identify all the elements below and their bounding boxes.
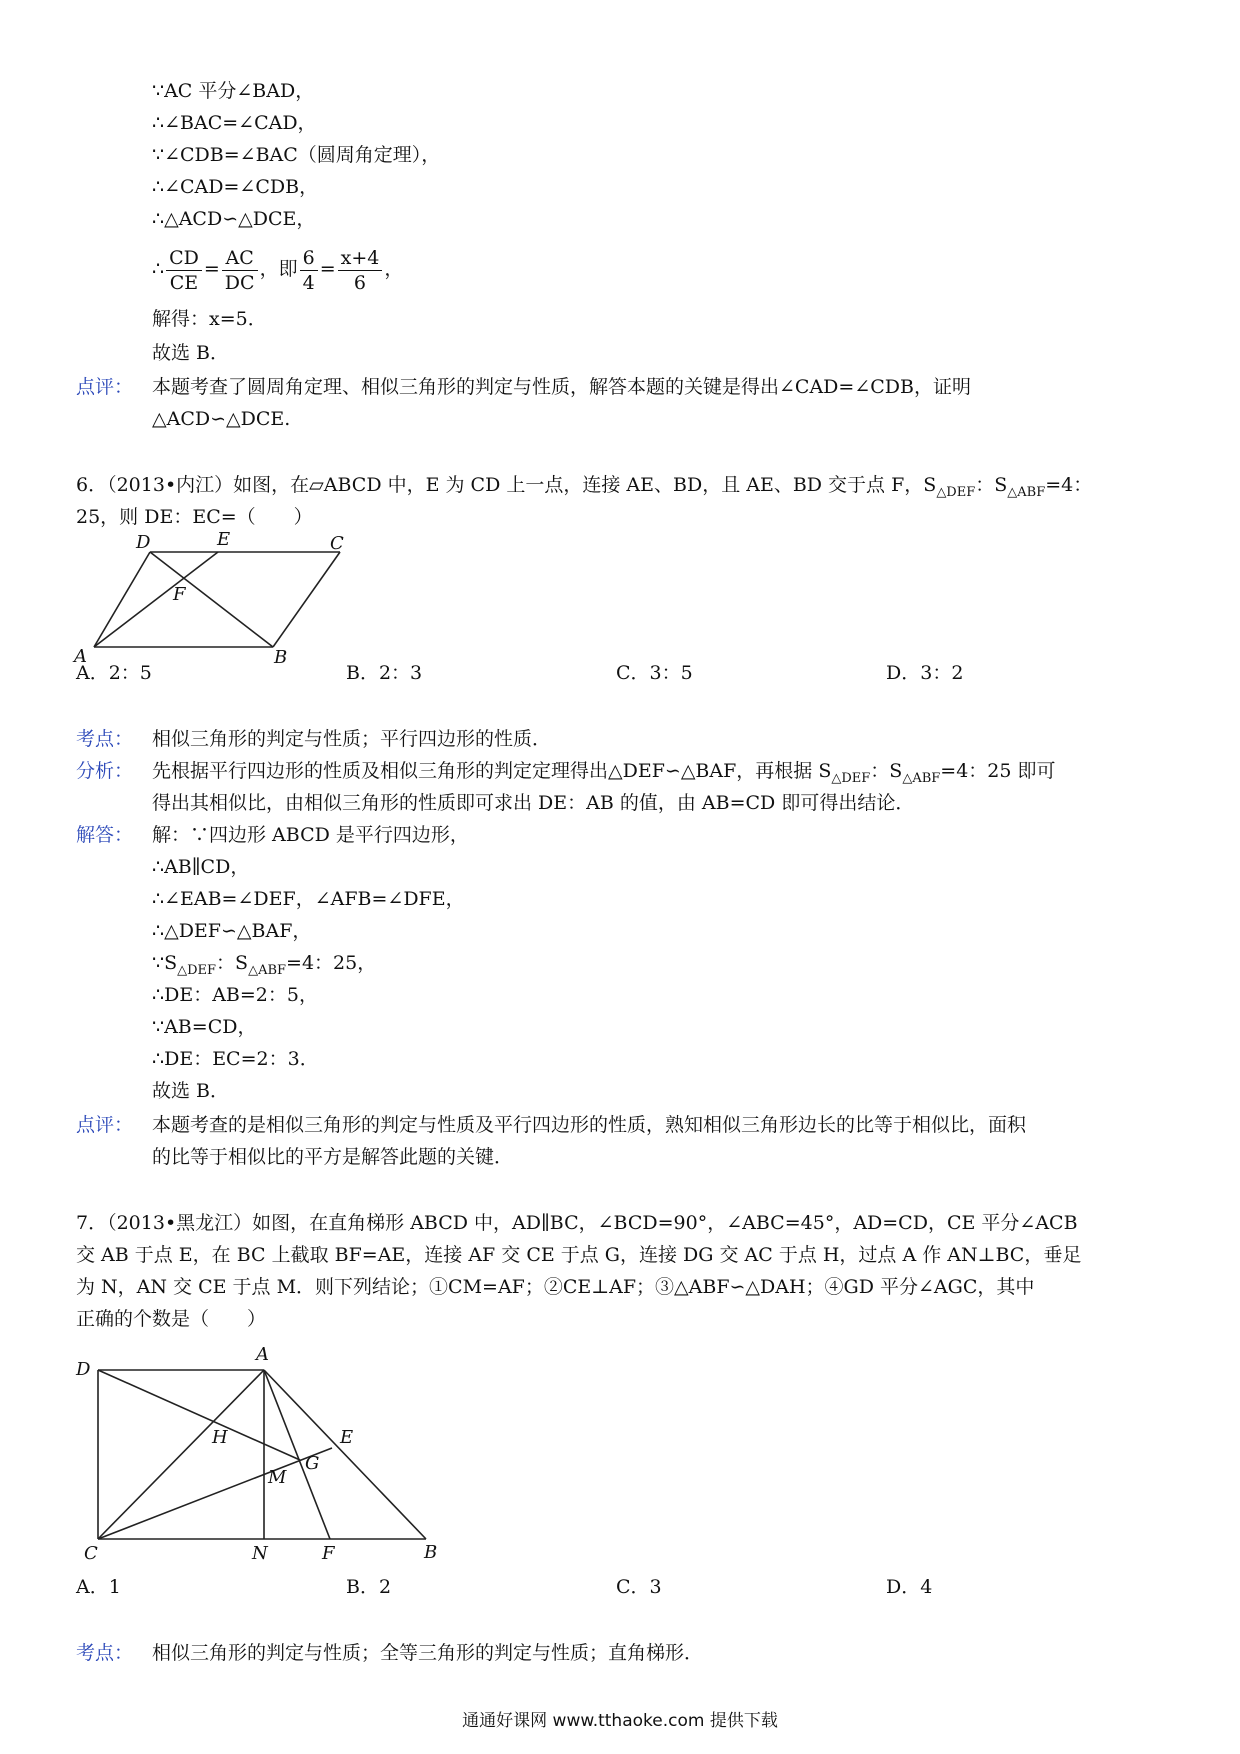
point-label-A: A	[74, 646, 87, 665]
comment-label: 点评：	[76, 376, 134, 398]
jieda-line: ∴DE：AB=2：5，	[152, 984, 318, 1006]
point-label-N: N	[252, 1543, 268, 1564]
q7-stem: 为 N，AN 交 CE 于点 M．则下列结论；①CM=AF；②CE⊥AF；③△ABF∽△DAH；④GD 平分∠AGC，其中	[76, 1276, 1035, 1298]
q6-option-a: A．2：5	[76, 662, 152, 684]
solution-line: ∴△ACD∽△DCE，	[152, 208, 316, 230]
q6-stem: 6．（2013•内江）如图，在▱ABCD 中，E 为 CD 上一点，连接 AE、BD，且 AE、BD 交于点 F，$S_{\triangle DEF}$：$S_{\triangle ABF}=4$：	[76, 474, 1093, 500]
point-label-E: E	[217, 530, 231, 550]
q7-stem: 交 AB 于点 E，在 BC 上截取 BF=AE，连接 AF 交 CE 于点 G，连接 DG 交 AC 于点 H，过点 A 作 AN⊥BC，垂足	[76, 1244, 1082, 1266]
q6-option-b: B．2：3	[346, 662, 423, 684]
point-label-E: E	[340, 1427, 354, 1448]
q7-stem: 正确的个数是（ ）	[76, 1308, 267, 1330]
solution-line: ∵∠CDB=∠BAC（圆周角定理），	[152, 144, 441, 166]
fraction: $\frac{x+4}{6}$	[338, 246, 383, 295]
point-label-F: F	[322, 1543, 335, 1564]
jieda-line: ∴AB∥CD，	[152, 856, 250, 878]
point-label-G: G	[305, 1453, 320, 1474]
fenxi-label: 分析：	[76, 760, 134, 782]
point-label-M: M	[268, 1467, 287, 1488]
kaodian-text: 相似三角形的判定与性质；平行四边形的性质．	[152, 728, 552, 750]
solution-line: ∴∠CAD=∠CDB，	[152, 176, 319, 198]
point-label-C: C	[330, 533, 344, 554]
point-label-D: D	[76, 1359, 91, 1380]
page-footer: 通通好课网 www.tthaoke.com 提供下载	[462, 1711, 778, 1731]
point-label-A: A	[256, 1344, 269, 1365]
fraction: $\frac{CD}{CE}$	[166, 246, 202, 295]
q6-option-c: C．3：5	[616, 662, 693, 684]
point-label-H: H	[212, 1427, 228, 1448]
fenxi-text: 得出其相似比，由相似三角形的性质即可求出 DE：AB 的值，由 AB=CD 即可得出结论．	[152, 792, 915, 814]
solution-choice: 故选 B．	[152, 342, 230, 364]
fenxi-text: 先根据平行四边形的性质及相似三角形的判定定理得出△DEF∽△BAF，再根据 $S_{\triangle DEF}$：$S_{\triangle ABF}=4$：25 即可	[152, 760, 1056, 786]
point-label-F: F	[173, 584, 186, 605]
point-label-B: B	[274, 647, 288, 665]
kaodian-label: 考点：	[76, 1642, 134, 1664]
q7-option-b: B．2	[346, 1576, 392, 1598]
q7-option-c: C．3	[616, 1576, 662, 1598]
q6-parallelogram-figure	[70, 530, 360, 665]
fraction: $\frac{6}{4}$	[300, 246, 318, 295]
point-label-C: C	[84, 1543, 98, 1564]
q7-option-a: A．1	[76, 1576, 121, 1598]
q7-option-d: D．4	[886, 1576, 933, 1598]
jieda-line: ∵AB=CD，	[152, 1016, 257, 1038]
jieda-line: ∴DE：EC=2：3．	[152, 1048, 319, 1070]
jieda-line: ∴∠EAB=∠DEF，∠AFB=∠DFE，	[152, 888, 465, 910]
fraction-equation: ∴ $\frac{CD}{CE}$ = $\frac{AC}{DC}$ ，即 $\frac{6}{4}$ = $\frac{x+4}{6}$ ，	[152, 246, 404, 294]
solution-line: ∴∠BAC=∠CAD，	[152, 112, 317, 134]
kaodian-label: 考点：	[76, 728, 134, 750]
point-label-B: B	[424, 1542, 438, 1563]
q7-trapezoid-figure	[70, 1340, 450, 1580]
jieda-line: $\because S_{\triangle DEF}$：$S_{\triangle ABF}=4$：25，	[152, 952, 377, 978]
solution-result: 解得：x=5．	[152, 308, 267, 330]
q6-stem: 25，则 DE：EC=（ ）	[76, 506, 313, 528]
jieda-line: 故选 B．	[152, 1080, 230, 1102]
jieda-line: 解：∵四边形 ABCD 是平行四边形，	[152, 824, 469, 846]
comment-text: △ACD∽△DCE.	[152, 408, 291, 430]
dianping-text: 本题考查的是相似三角形的判定与性质及平行四边形的性质，熟知相似三角形边长的比等于相似比，面积	[152, 1114, 1027, 1136]
jieda-line: ∴△DEF∽△BAF，	[152, 920, 312, 942]
kaodian-text: 相似三角形的判定与性质；全等三角形的判定与性质；直角梯形．	[152, 1642, 704, 1664]
point-label-D: D	[136, 532, 151, 553]
solution-line: ∵AC 平分∠BAD，	[152, 80, 315, 102]
fraction: $\frac{AC}{DC}$	[222, 246, 258, 295]
comment-text: 本题考查了圆周角定理、相似三角形的判定与性质，解答本题的关键是得出∠CAD=∠CDB，证明	[152, 376, 971, 398]
q7-stem: 7．（2013•黑龙江）如图，在直角梯形 ABCD 中，AD∥BC，∠BCD=90°，∠ABC=45°，AD=CD，CE 平分∠ACB	[76, 1212, 1078, 1234]
dianping-label: 点评：	[76, 1114, 134, 1136]
jieda-label: 解答：	[76, 824, 134, 846]
q6-option-d: D．3：2	[886, 662, 964, 684]
dianping-text: 的比等于相似比的平方是解答此题的关键．	[152, 1146, 514, 1168]
